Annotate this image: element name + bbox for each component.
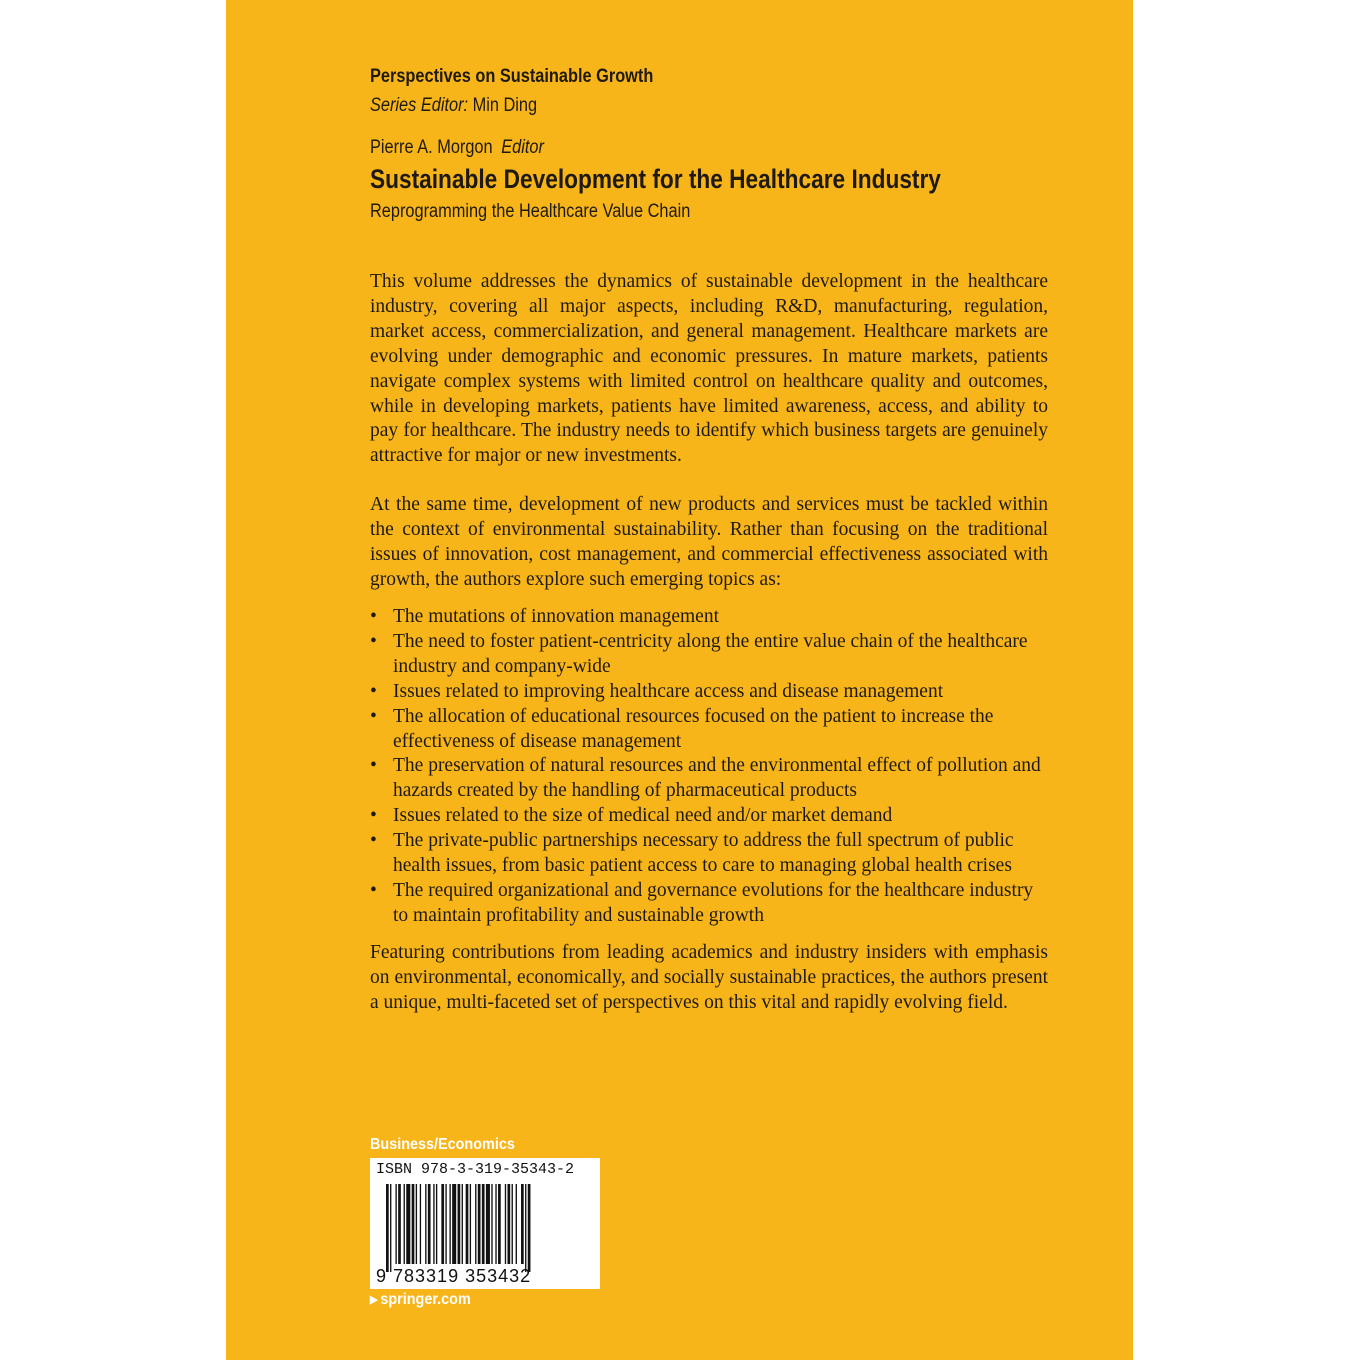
barcode-bar	[445, 1184, 446, 1264]
list-item: • The required organizational and governance evolutions for the healthcare industry to maintain profitability and sustainable growth	[370, 879, 1048, 929]
barcode-bar	[406, 1184, 410, 1264]
barcode-bar	[390, 1184, 391, 1272]
barcode-bar	[528, 1184, 531, 1272]
barcode-bar	[525, 1184, 526, 1272]
barcode-bar	[482, 1184, 485, 1264]
barcode-bar	[412, 1184, 415, 1264]
barcode-bar	[420, 1184, 421, 1264]
author-role: Editor	[501, 137, 544, 158]
list-item: • The preservation of natural resources and the environmental effect of pollution and hazards created by the handling of pharmaceutical products	[370, 754, 1048, 804]
list-item: • The private-public partnerships necessary to address the full spectrum of public health issues, from basic patient access to care to managing global health crises	[370, 829, 1048, 879]
isbn-barcode	[370, 1158, 600, 1289]
publisher-website-label: springer.com	[380, 1291, 471, 1308]
barcode-bar	[505, 1184, 506, 1264]
barcode-bar	[449, 1184, 450, 1264]
isbn-label: ISBN 978-3-319-35343-2	[376, 1161, 575, 1178]
barcode-bar	[495, 1184, 496, 1264]
series-editor-label: Series Editor:	[370, 95, 469, 116]
barcode-bar	[452, 1184, 456, 1264]
series-editor	[370, 95, 537, 117]
publisher-website[interactable]	[370, 1291, 471, 1309]
barcode-bar	[466, 1184, 469, 1264]
subject-category: Business/Economics	[370, 1136, 515, 1153]
barcode-digits: 9 783319 353432	[376, 1266, 532, 1286]
barcode-bar	[478, 1184, 481, 1264]
barcode-bar	[458, 1184, 461, 1264]
barcode-bar	[508, 1184, 511, 1264]
barcode-bar	[398, 1184, 401, 1264]
book-title: Sustainable Development for the Healthcare Industry	[370, 164, 941, 194]
barcode-bar	[470, 1184, 471, 1264]
description-paragraph-3: Featuring contributions from leading academics and industry insiders with emphasis on environmental, economically, and socially sustainable practices, the authors present a unique, multi-faceted set of perspectives on this vital and rapidly evolving field.	[370, 942, 1048, 1013]
topics-list	[370, 605, 1048, 929]
book-back-cover	[226, 0, 1133, 1360]
barcode-bar	[475, 1184, 476, 1264]
list-item: • Issues related to improving healthcare access and disease management	[370, 680, 1048, 705]
list-item: • The need to foster patient-centricity along the entire value chain of the healthcare industry and company-wide	[370, 630, 1048, 680]
barcode-bar	[386, 1184, 389, 1272]
arrow-right-icon: ▶	[370, 1294, 378, 1306]
description-paragraph-1: This volume addresses the dynamics of sustainable development in the healthcare industry, covering all major aspects, including R&D, manufacturing, regulation, market access, commercialization, and general management. Healthcare markets are evolving under demographic and economic pressures. In mature markets, patients navigate complex systems with limited control on healthcare quality and outcomes, while in developing markets, patients have limited awareness, access, and ability to pay for healthcare. The industry needs to identify which business targets are genuinely attractive for major or new investments.	[370, 271, 1048, 467]
book-editor	[370, 137, 544, 159]
barcode-bar	[486, 1184, 490, 1264]
barcode-bar	[462, 1184, 463, 1264]
description-paragraph-2: At the same time, development of new products and services must be tackled within the context of environmental sustainability. Rather than focusing on the traditional issues of innovation, cost management, and commercial effectiveness associated with growth, the authors explore such emerging topics as:	[370, 494, 1048, 590]
barcode-bar	[416, 1184, 417, 1264]
barcode-bar	[441, 1184, 444, 1264]
book-subtitle: Reprogramming the Healthcare Value Chain	[370, 201, 691, 222]
author-name: Pierre A. Morgon	[370, 137, 493, 158]
barcode-bar	[428, 1184, 431, 1264]
series-editor-name: Min Ding	[472, 95, 538, 116]
barcode-bar	[512, 1184, 513, 1264]
list-item: • The mutations of innovation management	[370, 605, 1048, 630]
barcode-bar	[521, 1184, 524, 1264]
barcode-bar	[433, 1184, 434, 1264]
barcode-bar	[425, 1184, 426, 1264]
barcode-bar	[516, 1184, 517, 1264]
series-title: Perspectives on Sustainable Growth	[370, 66, 654, 87]
barcode-bar	[404, 1184, 405, 1264]
barcode-bar	[491, 1184, 492, 1264]
barcode-bar	[498, 1184, 501, 1264]
list-item: • Issues related to the size of medical need and/or market demand	[370, 804, 1048, 829]
list-item: • The allocation of educational resources focused on the patient to increase the effectiveness of disease management	[370, 705, 1048, 755]
barcode-bar	[395, 1184, 396, 1264]
barcode-bar	[436, 1184, 437, 1264]
